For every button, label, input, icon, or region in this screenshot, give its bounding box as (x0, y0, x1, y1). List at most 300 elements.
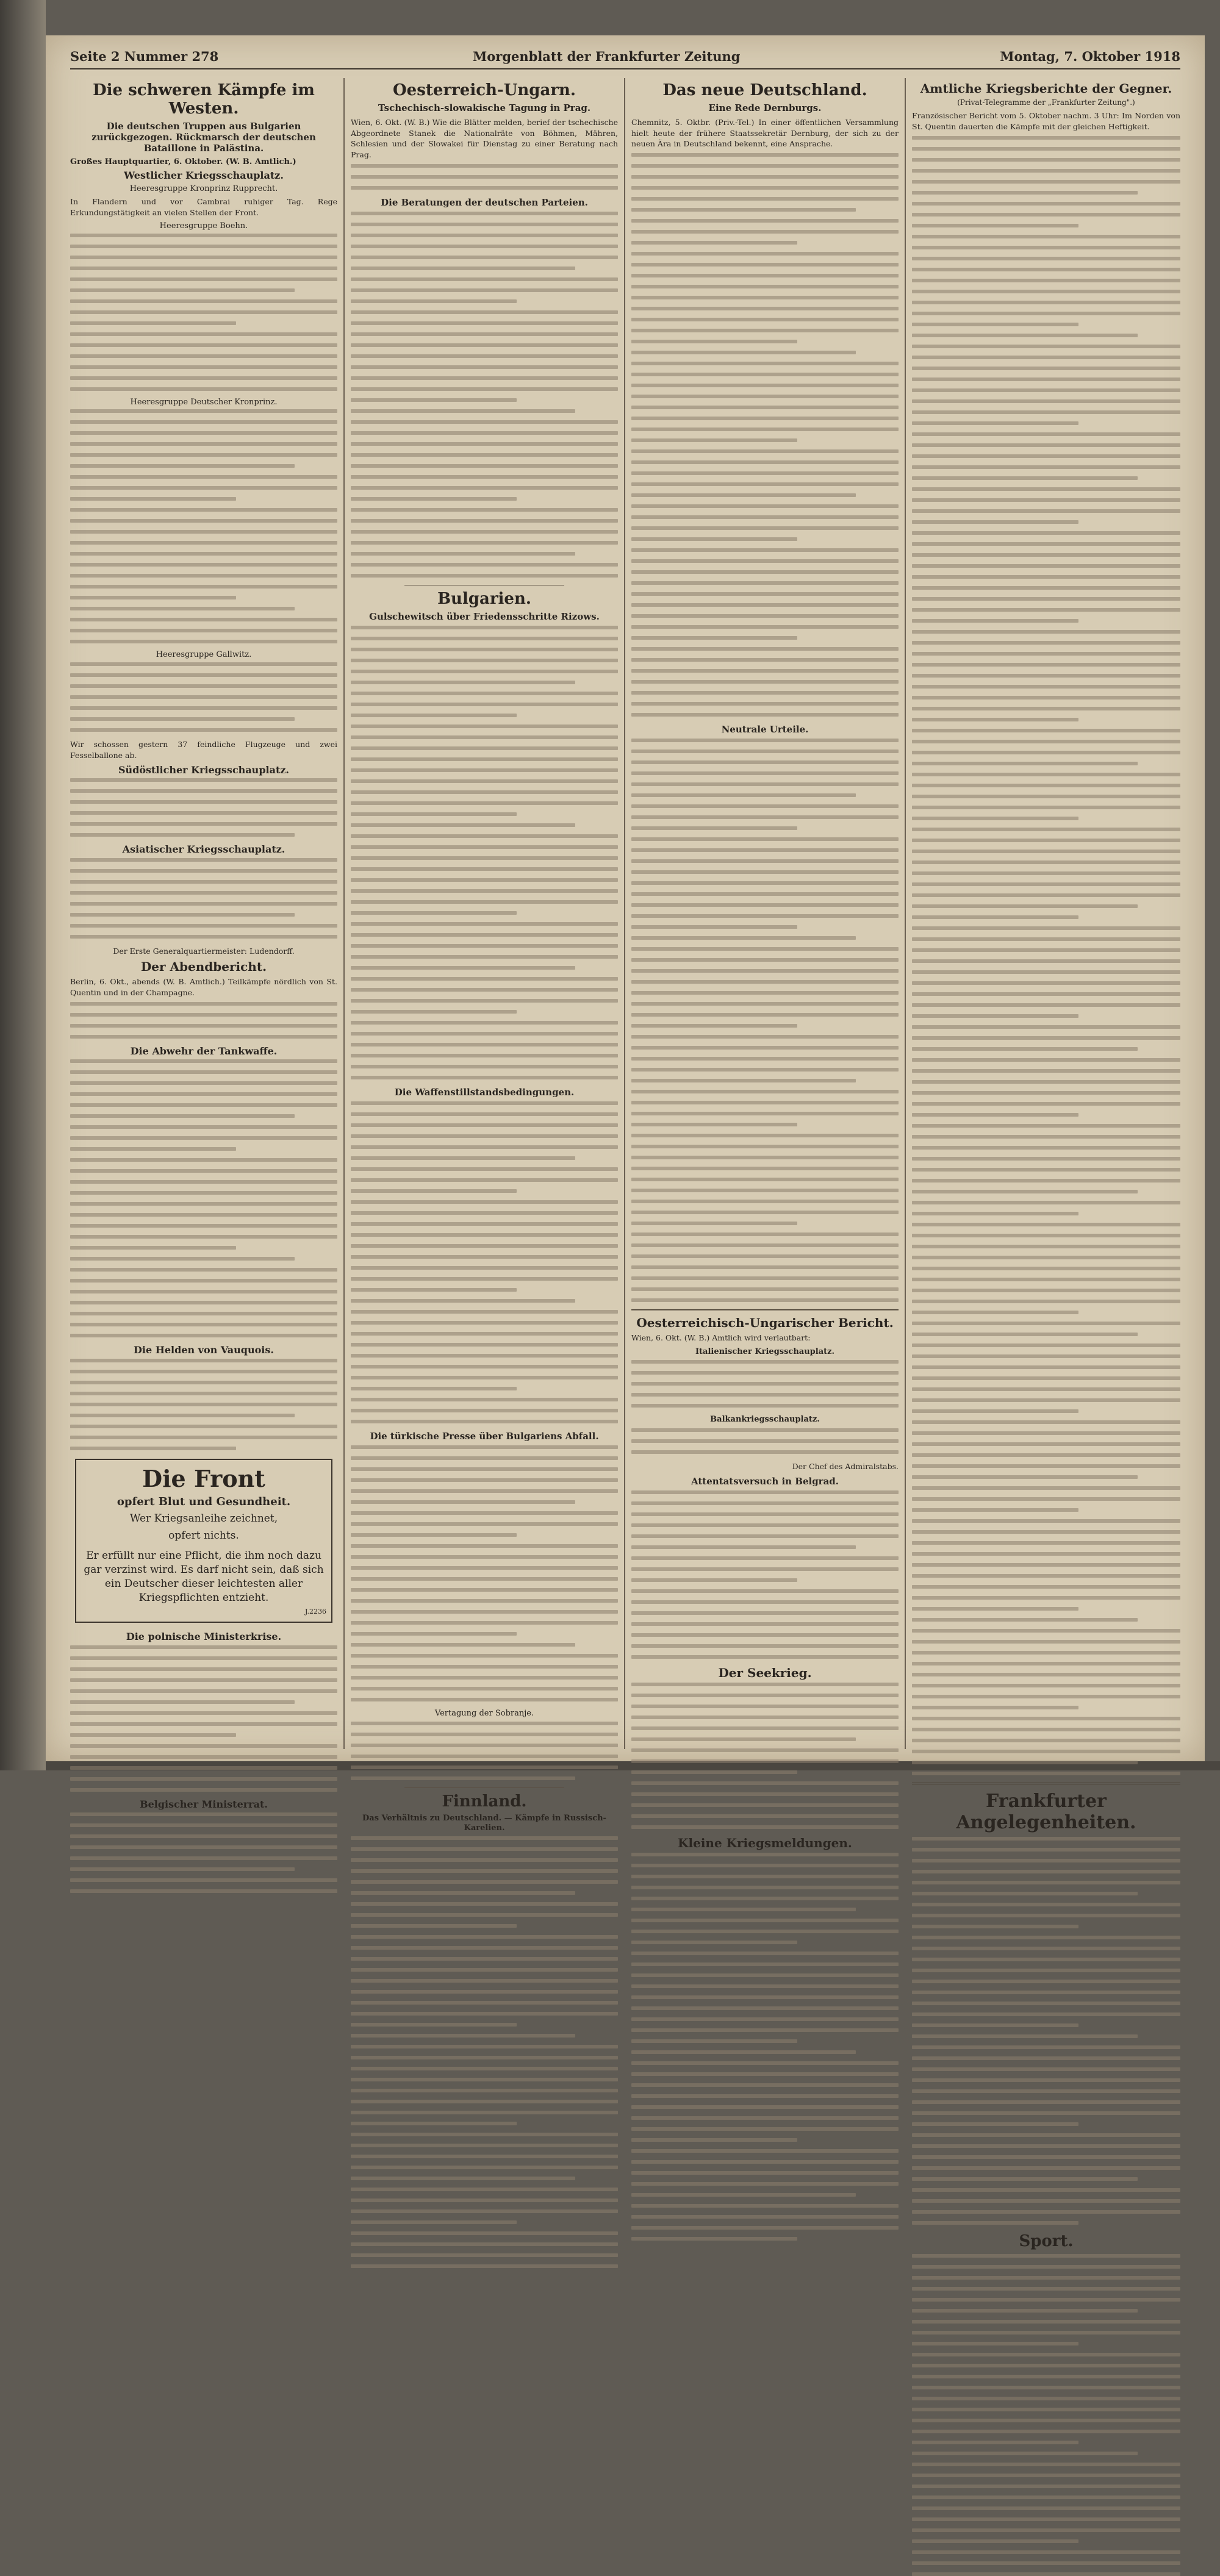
text-line (631, 1853, 899, 1856)
text-line (351, 508, 618, 512)
text-line (351, 867, 618, 871)
text-line (912, 1881, 1180, 1884)
text-line (631, 1265, 899, 1269)
text-line (631, 1178, 899, 1181)
text-line (631, 1897, 899, 1900)
text-line (912, 663, 1180, 667)
text-line (631, 2138, 797, 2142)
text-line (912, 2463, 1180, 2466)
text-line (912, 795, 1180, 798)
text-line (70, 833, 295, 837)
text-line (912, 1947, 1180, 1950)
text-line (631, 914, 899, 918)
text-line (631, 1556, 899, 1560)
section-heading: Die Abwehr der Tankwaffe. (130, 1045, 278, 1057)
text-line (631, 1864, 899, 1867)
text-line (351, 1654, 618, 1658)
text-line (631, 208, 856, 212)
text-line (351, 2264, 618, 2268)
text-line (70, 1645, 337, 1649)
text-line (912, 1936, 1180, 1939)
text-line (631, 1825, 899, 1829)
separator (912, 1783, 1180, 1784)
article-subheadline: Die Waffenstillstandsbedingungen. (394, 1086, 575, 1098)
column-rule (905, 78, 906, 1749)
text-line (912, 377, 1180, 381)
text-line (351, 164, 618, 168)
text-line (631, 1748, 899, 1752)
text-line (912, 169, 1180, 173)
text-line (351, 1310, 618, 1314)
text-line (70, 1301, 337, 1304)
text-line (70, 409, 337, 413)
text-line (351, 332, 618, 336)
text-line (631, 2050, 856, 2054)
text-line (351, 464, 618, 468)
text-line (912, 981, 1180, 985)
ad-title: Die Front (142, 1464, 265, 1492)
text-line (631, 1523, 899, 1527)
text-line (912, 2276, 1180, 2280)
text-line (70, 464, 295, 468)
text-line (912, 1596, 1180, 1600)
page-number: Seite 2 Nummer 278 (70, 49, 219, 64)
article-subheadline: Gulschewitsch über Friedensschritte Rizows. (369, 610, 600, 622)
text-line (631, 428, 899, 431)
text-line (912, 1135, 1180, 1139)
text-line (631, 1622, 899, 1626)
text-line (912, 915, 1078, 919)
text-line (631, 1404, 899, 1408)
text-line (912, 2188, 1180, 2192)
text-line (351, 420, 618, 424)
text-line (631, 1534, 899, 1538)
text-line (70, 277, 337, 281)
text-line (631, 636, 797, 640)
text-line (631, 603, 899, 607)
text-line (631, 1814, 899, 1818)
text-line (912, 432, 1180, 436)
text-line (631, 1101, 899, 1104)
text-line (351, 1021, 618, 1025)
text-line (631, 1930, 899, 1933)
text-line (912, 1969, 1180, 1972)
text-line (912, 1453, 1180, 1457)
text-line (351, 1610, 618, 1614)
text-line (912, 399, 1180, 403)
text-line (351, 1167, 618, 1171)
text-line (912, 1739, 1180, 1742)
text-line (912, 1179, 1180, 1182)
text-line (912, 839, 1180, 842)
article-headline: Oesterreich-Ungarn. (393, 81, 576, 99)
text-line (912, 246, 1180, 249)
text-line (351, 1332, 618, 1336)
text-line (912, 1080, 1180, 1084)
text-line (631, 548, 899, 552)
text-line (351, 475, 618, 479)
text-line (70, 475, 337, 479)
text-line (912, 2265, 1180, 2269)
dateline: Großes Hauptquartier, 6. Oktober. (W. B. Amtlich.) (70, 157, 296, 166)
text-line (912, 257, 1180, 260)
text-line (351, 1665, 618, 1669)
text-line (351, 955, 618, 959)
text-line (70, 245, 337, 248)
text-line (631, 329, 899, 332)
text-line (912, 367, 1180, 370)
text-line (631, 1439, 899, 1443)
text-line (912, 2430, 1180, 2433)
text-line (631, 1919, 899, 1922)
text-line (631, 384, 899, 387)
text-line (912, 564, 1180, 568)
text-line (70, 800, 337, 804)
text-line (631, 1716, 899, 1719)
text-line (631, 782, 899, 786)
text-line (351, 626, 618, 629)
text-line (912, 2177, 1138, 2181)
text-line (351, 922, 618, 926)
text-line (631, 2105, 899, 2109)
war-loan-advertisement (75, 1459, 332, 1623)
text-line (631, 1655, 899, 1659)
text-line (70, 1403, 337, 1406)
text-line (912, 2496, 1180, 2499)
section-heading: Der Abendbericht. (140, 959, 267, 975)
text-line (351, 486, 618, 490)
text-line (912, 2474, 1180, 2477)
text-line (351, 234, 618, 237)
text-line (631, 1803, 899, 1807)
text-line (631, 1984, 899, 1988)
text-line (912, 542, 1180, 546)
text-line (351, 175, 618, 179)
text-line (351, 256, 618, 259)
text-line (631, 559, 899, 563)
text-line (351, 1054, 618, 1057)
text-line (351, 1321, 618, 1325)
text-line (912, 1519, 1180, 1523)
text-line (70, 299, 337, 303)
text-line (631, 815, 899, 819)
text-line (912, 1464, 1180, 1468)
body-text-block (912, 1837, 1180, 2225)
article-subheadline: Die türkische Presse über Bulgariens Abfall. (370, 1430, 599, 1442)
text-line (351, 2231, 618, 2235)
text-line (912, 1585, 1180, 1589)
text-line (912, 806, 1180, 809)
text-line (912, 2309, 1138, 2313)
text-line (912, 1354, 1180, 1358)
text-line (631, 1428, 899, 1432)
text-line (912, 1958, 1180, 1961)
text-line (631, 197, 899, 201)
text-line (351, 692, 618, 695)
text-line (70, 1425, 337, 1428)
text-line (351, 1123, 618, 1127)
text-line (351, 519, 618, 523)
text-line (70, 1334, 337, 1337)
text-line (70, 1700, 295, 1704)
text-line (631, 1222, 797, 1225)
text-line (70, 1035, 337, 1039)
text-line (70, 1766, 337, 1770)
text-line (631, 373, 899, 376)
text-line (631, 881, 899, 885)
text-line (912, 487, 1180, 491)
text-line (912, 1728, 1180, 1731)
text-line (70, 585, 337, 589)
text-line (351, 409, 575, 413)
text-line (70, 1169, 337, 1173)
text-line (351, 1522, 618, 1526)
text-line (70, 1180, 337, 1184)
text-line (70, 913, 295, 917)
text-line (351, 574, 618, 578)
text-line (351, 1577, 618, 1581)
text-line (351, 1968, 618, 1972)
body-text-block (70, 662, 337, 732)
text-line (631, 1134, 899, 1137)
body-text-block (351, 626, 618, 1079)
text-line (631, 1578, 797, 1582)
text-line (912, 2056, 1180, 2060)
text-line (631, 1013, 899, 1017)
text-line (351, 1010, 517, 1014)
text-line (351, 933, 618, 937)
article-subheadline: Eine Rede Dernburgs. (708, 102, 822, 113)
text-line (912, 2550, 1180, 2554)
text-line (912, 1629, 1180, 1633)
body-text-block (351, 1445, 618, 1701)
article-subheadline: Die deutschen Truppen aus Bulgarien zurückgezogen. Rückmarsch der deutschen Bataillone in Palästina. (92, 120, 316, 154)
text-line (351, 878, 618, 882)
text-line (351, 703, 618, 706)
text-line (912, 2342, 1078, 2345)
text-line (351, 442, 618, 446)
text-line (351, 999, 618, 1003)
text-line (351, 1990, 618, 1994)
text-line (631, 1211, 899, 1214)
text-line (912, 2441, 1078, 2444)
text-line (912, 388, 1180, 392)
text-line (70, 1823, 337, 1827)
text-line (351, 966, 575, 970)
text-line (70, 1081, 337, 1085)
text-line (631, 1770, 797, 1774)
text-line (70, 706, 337, 710)
text-line (631, 1276, 899, 1280)
text-line (912, 2364, 1180, 2367)
text-line (351, 1101, 618, 1105)
text-line (351, 1935, 618, 1939)
text-line (351, 1299, 575, 1303)
text-line (631, 1545, 856, 1549)
text-line (631, 570, 899, 574)
text-line (70, 1744, 337, 1748)
text-line (70, 789, 337, 793)
article-subheadline: Neutrale Urteile. (721, 724, 809, 735)
text-line (70, 1235, 337, 1239)
text-line (631, 1962, 899, 1966)
text-line (351, 2067, 618, 2070)
text-line (631, 1886, 899, 1889)
article-paragraph: Berlin, 6. Okt., abends (W. B. Amtlich.) Teilkämpfe nördlich von St. Quentin und in der Champagne. (70, 977, 337, 998)
text-line (912, 498, 1180, 502)
text-line (351, 1858, 618, 1862)
text-line (631, 1382, 899, 1386)
text-line (912, 1146, 1180, 1150)
text-line (631, 1068, 899, 1072)
text-line (70, 332, 337, 336)
text-line (631, 647, 899, 651)
text-line (912, 740, 1180, 743)
separator (631, 1309, 899, 1311)
article-subheadline: Die Beratungen der deutschen Parteien. (381, 196, 588, 208)
text-line (351, 2155, 618, 2158)
text-line (912, 674, 1180, 678)
text-line (351, 637, 618, 640)
text-line (912, 685, 1180, 689)
text-line (631, 2006, 899, 2010)
text-line (912, 1431, 1180, 1435)
article-paragraph: Wir schossen gestern 37 feindliche Flugzeuge und zwei Fesselballone ab. (70, 740, 337, 760)
text-line (912, 1398, 1180, 1402)
text-line (351, 1533, 517, 1537)
text-line (912, 2221, 1078, 2225)
text-line (631, 1079, 856, 1082)
text-line (631, 625, 899, 629)
article-subheadline: Vertagung der Sobranje. (434, 1708, 534, 1718)
text-line (912, 1234, 1180, 1237)
text-line (912, 2528, 1180, 2532)
text-line (912, 1278, 1180, 1281)
text-line (631, 702, 899, 706)
text-line (351, 453, 618, 457)
text-line (631, 493, 856, 497)
text-line (351, 1632, 517, 1636)
body-text-block (631, 1683, 899, 1829)
text-line (70, 1224, 337, 1228)
text-line (631, 340, 797, 343)
text-line (351, 2078, 618, 2081)
text-line (631, 1683, 899, 1686)
text-line (631, 296, 899, 299)
text-line (912, 707, 1180, 710)
text-line (631, 925, 797, 929)
text-line (631, 417, 899, 420)
text-line (631, 1145, 899, 1148)
text-line (351, 1065, 618, 1068)
text-line (912, 937, 1180, 941)
text-line (351, 1189, 517, 1193)
text-line (70, 1711, 337, 1715)
text-line (631, 1737, 856, 1741)
text-line (912, 476, 1138, 480)
article-headline: Der Seekrieg. (718, 1665, 812, 1680)
text-line (912, 1168, 1180, 1172)
text-line (351, 779, 618, 783)
text-line (631, 2094, 899, 2098)
body-text-block (912, 2254, 1180, 2576)
text-line (912, 1706, 1078, 1709)
text-line (70, 935, 337, 939)
text-line (351, 1365, 618, 1368)
article-paragraph: Wien, 6. Okt. (W. B.) Amtlich wird verlautbart: (631, 1333, 811, 1343)
text-line (631, 658, 899, 662)
text-line (631, 1360, 899, 1364)
text-line (912, 926, 1180, 930)
text-line (351, 552, 575, 556)
text-line (912, 454, 1180, 458)
text-line (912, 992, 1180, 996)
text-line (912, 1113, 1078, 1117)
text-line (351, 1500, 575, 1504)
text-line (631, 2039, 797, 2043)
text-line (631, 406, 899, 409)
text-line (351, 735, 618, 739)
text-line (912, 2002, 1180, 2005)
article-subheadline: Tschechisch-slowakische Tagung in Prag. (378, 102, 591, 113)
text-line (351, 1222, 618, 1226)
text-line (70, 1070, 337, 1074)
text-line (70, 574, 337, 578)
text-line (912, 443, 1180, 447)
article-subheadline: Das Verhältnis zu Deutschland. — Kämpfe in Russisch-Karelien. (362, 1814, 606, 1833)
text-line (70, 618, 337, 621)
text-line (912, 619, 1078, 623)
article-subheadline: Attentatsversuch in Belgrad. (691, 1475, 839, 1487)
text-line (70, 1002, 337, 1006)
text-line (912, 1322, 1180, 1325)
text-line (631, 1995, 899, 1999)
text-line (912, 948, 1180, 952)
text-line (631, 230, 899, 234)
text-line (631, 750, 899, 753)
text-line (631, 1287, 899, 1291)
text-line (351, 1511, 618, 1515)
text-line (70, 673, 337, 677)
text-line (351, 2242, 618, 2246)
text-line (631, 1189, 899, 1192)
text-line (351, 1277, 618, 1281)
text-line (70, 662, 337, 666)
text-line (912, 1530, 1180, 1534)
text-line (912, 630, 1180, 634)
section-heading: Südöstlicher Kriegsschauplatz. (118, 764, 289, 776)
text-line (631, 892, 899, 896)
text-line (351, 659, 618, 662)
text-line (631, 1875, 899, 1878)
text-line (351, 724, 618, 728)
text-line (70, 1889, 337, 1893)
body-text-block (70, 778, 337, 837)
text-line (351, 1032, 618, 1036)
text-line (351, 1178, 618, 1182)
text-line (631, 1123, 797, 1126)
text-line (912, 2353, 1180, 2356)
text-line (351, 1766, 618, 1769)
text-line (351, 670, 618, 673)
text-line (912, 2452, 1138, 2455)
text-line (70, 684, 337, 688)
text-line (70, 869, 337, 873)
text-line (912, 817, 1078, 820)
text-line (351, 900, 618, 904)
text-line (912, 1003, 1180, 1007)
text-line (351, 1478, 618, 1482)
